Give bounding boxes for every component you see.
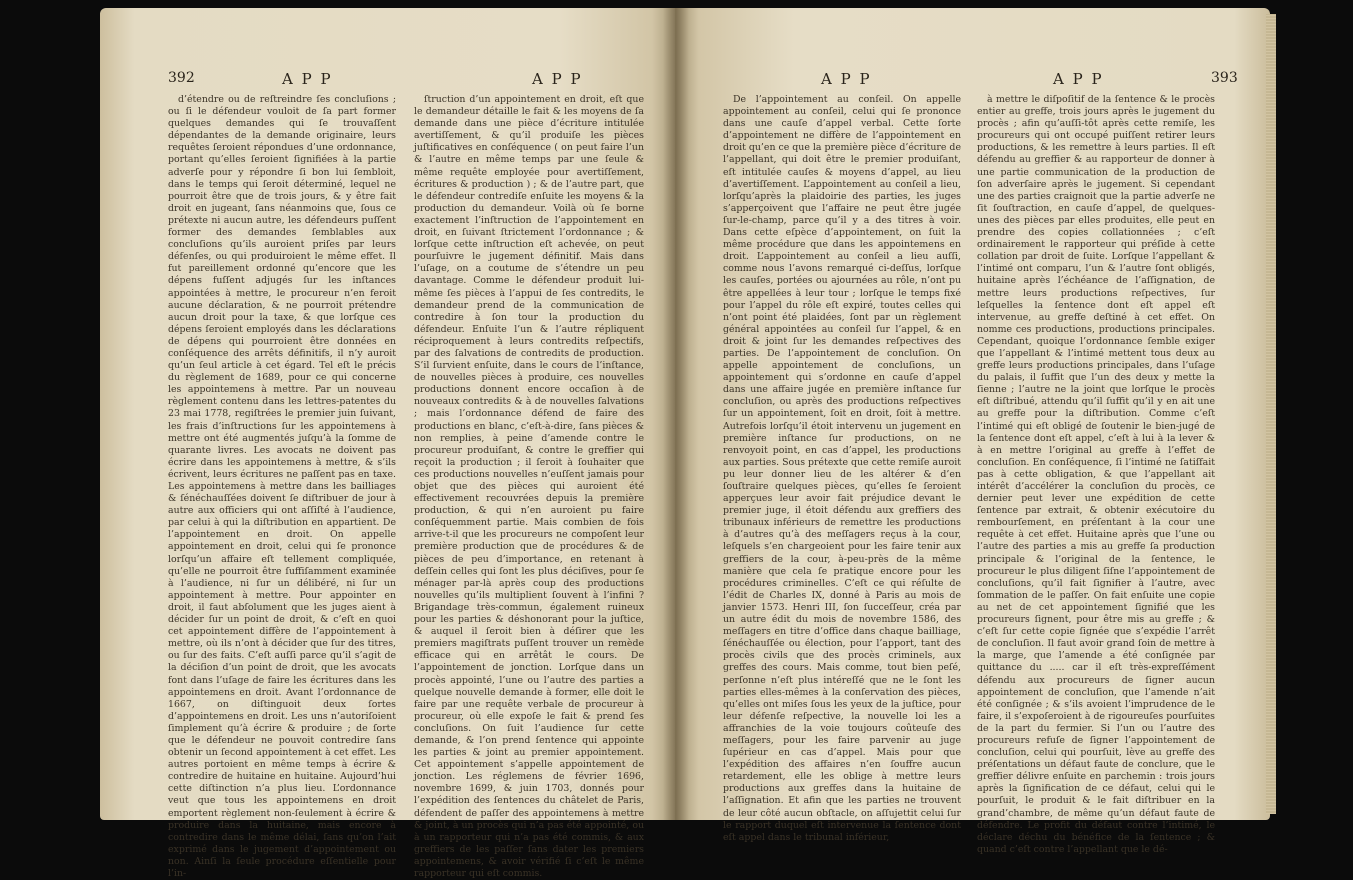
text-block: d’étendre ou de reſtreindre ſes concluſions ; ou ſi le défendeur vouloit de ſa part former quelques demandes qui ſe trouvaſſent dépendantes de la demande originaire, leurs requêtes ſeroient répondues d’une ordonnance, portant qu’elles ſeroient ſignifiées à la partie adverſe pour y répondre ſi bon lui ſembloit, dans le temps qui ſeroit déterminé, lequel ne pourroit être que de trois jours, & y être fait droit en jugeant, ſans néanmoins que, ſous ce prétexte ni aucun autre, les défendeurs puſſent former des demandes ſemblables aux concluſions qu’ils auroient priſes par leurs défenſes, ou qui produiroient le même effet. Il fut pareillement ordonné qu’encore que les dépens fuſſent adjugés ſur les inſtances appointées à mettre, le procureur n’en feroit aucune déclaration, & ne pourroit prétendre aucun droit pour la taxe, & que lorſque ces dépens ſeroient employés dans les déclarations de dépens qui pourroient être données en conſéquence des arrêts définitifs, il n’y auroit qu’un ſeul article à cet égard. Tel eſt le précis du règlement de 1689, pour ce qui concerne les appointemens à mettre. Par un nouveau règlement contenu dans les lettres-patentes du 23 mai 1778, regiſtrées le premier juin ſuivant, les frais d’inſtructions ſur les appointemens à mettre ont été augmentés juſqu’à la ſomme de quarante livres. Les avocats ne doivent pas écrire dans les appointemens à mettre, & s’ils écrivent, leurs écritures ne paſſent pas en taxe. Les appointemens à mettre dans les bailliages & ſénéchauſſées doivent ſe diſtribuer de jour à autre aux officiers qui ont aſſiſté à l’audience, par celui à qui la diſtribution en appartient. De l’appointement en droit. On appelle appointement en droit, celui qui ſe prononce lorſqu’un affaire eſt tellement compliquée, qu’elle ne pourroit être ſuffiſamment examinée à l’audience, ni ſur un délibéré, ni ſur un appointement à mettre. Pour appointer en droit, il faut abſolument que les juges aient à décider ſur un point de droit, & c’eſt en quoi cet appointement diffère de l’appointement à mettre, où ils n’ont à décider que ſur des titres, ou ſur des faits. C’eſt auſſi parce qu’il s’agit de la déciſion d’un point de droit, que les avocats font dans l’uſage de faire les écritures dans les appointemens en droit. Avant l’ordonnance de 1667, on diſtinguoit deux ſortes d’appointemens en droit. Les uns n’autoriſoient ſimplement qu’à écrire & produire ; de ſorte que le défendeur ne pouvoit contredire ſans obtenir un ſecond appointement à cet effet. Les autres portoient en même temps à écrire & contredire de huitaine en huitaine. Aujourd’hui cette diſtinction n’a plus lieu. L’ordonnance veut que tous les appointemens en droit emportent règlement non-ſeulement à écrire & produire dans la huitaine, mais encore à contredire dans le même délai, ſans qu’on l’ait exprimé dans le jugement d’appointement ou non. Ainſi la ſeule procédure eſſentielle pour l’in- [168, 94, 396, 879]
left-page-column-2 [414, 94, 644, 879]
right-page-column-2 [977, 94, 1215, 855]
book-gutter [663, 8, 689, 820]
running-head-right-col1: A P P [821, 70, 872, 88]
running-head-left-col1: A P P [282, 70, 333, 88]
text-block: ſtruction d’un appointement en droit, eſt que le demandeur détaille le fait & les moyens de ſa demande dans une pièce d’écriture intitulée avertiſſement, & qu’il produiſe les pièces juſtificatives en conſéquence ( on peut faire l’un & l’autre en même temps par une ſeule & même requête employée pour avertiſſement, écritures & production ) ; & de l’autre part, que le défendeur contrediſe enſuite les moyens & la production du demandeur. Voilà où ſe borne exactement l’inſtruction de l’appointement en droit, en ſuivant ſtrictement l’ordonnance ; & lorſque cette inſtruction eſt achevée, on peut pourſuivre le jugement définitif. Mais dans l’uſage, on a coutume de s’étendre un peu davantage. Comme le défendeur produit lui-même ſes pièces à l’appui de ſes contredits, le demandeur prend de la communication de contredire à ſon tour la production du défendeur. Enſuite l’un & l’autre répliquent réciproquement à leurs contredits reſpectifs, par des ſalvations de contredits de production. S’il ſurvient enſuite, dans le cours de l’inſtance, de nouvelles pièces à produire, ces nouvelles productions donnent encore occaſion à de nouveaux contredits & à de nouvelles ſalvations ; mais l’ordonnance défend de faire des productions en blanc, c’eſt-à-dire, ſans pièces & non remplies, à peine d’amende contre le procureur produiſant, & contre le greffier qui reçoit la production ; il ſeroit à ſouhaiter que ces productions nouvelles n’euſſent jamais pour objet que des pièces qui auroient été effectivement recouvrées depuis la première production, & qui n’en auroient pu faire conſéquemment partie. Mais combien de fois arrive-t-il que les procureurs ne compoſent leur première production que de procédures & de pièces de peu d’importance, en retenant à deſſein celles qui ſont les plus déciſives, pour ſe ménager par-là après coup des productions nouvelles qu’ils multiplient ſouvent à l’infini ? Brigandage très-commun, également ruineux pour les parties & déshonorant pour la juſtice, & auquel il ſeroit bien à déſirer que les premiers magiſtrats puſſent trouver un remède efficace qui en arrêtât le cours. De l’appointement de jonction. Lorſque dans un procès appointé, l’une ou l’autre des parties a quelque nouvelle demande à former, elle doit le faire par une requête verbale de procureur à procureur, où elle expoſe le fait & prend ſes concluſions. On ſuit l’audience ſur cette demande, & l’on prend ſentence qui appointe les parties & joint au premier appointement. Cet appointement s’appelle appointement de jonction. Les réglemens de février 1696, novembre 1699, & juin 1703, donnés pour l’expédition des ſentences du châtelet de Paris, défendent de paſſer des appointemens à mettre & joint, à un procès qui n’a pas été appointé, ou à un rapporteur qui n’a pas été commis, & aux greffiers de les paſſer ſans dater les premiers appointemens, & avoir vérifié ſi c’eſt le même rapporteur qui eſt commis. [414, 94, 644, 879]
running-head-right-col2: A P P [1053, 70, 1104, 88]
left-page-column-1 [168, 94, 396, 879]
page-edges [1266, 14, 1276, 814]
open-book [100, 8, 1270, 879]
text-block: De l’appointement au conſeil. On appelle appointement au conſeil, celui qui ſe prononce dans une cauſe d’appel verbal. Cette ſorte d’appointement ne diffère de l’appointement en droit qu’en ce que la première pièce d’écriture de l’appellant, qui doit être le premier produiſant, eſt intitulée cauſes & moyens d’appel, au lieu d’avertiſſement. L’appointement au conſeil a lieu, lorſqu’après la plaidoirie des parties, les juges s’apperçoivent que l’affaire ne peut être jugée ſur-le-champ, parce qu’il y a des titres à voir. Dans cette eſpèce d’appointement, on ſuit la même procédure que dans les appointemens en droit. L’appointement au conſeil a lieu auſſi, comme nous l’avons remarqué ci-deſſus, lorſque les cauſes, portées ou ajournées au rôle, n’ont pu être appellées à leur tour ; lorſque le temps fixé pour l’appel du rôle eſt expiré, toutes celles qui n’ont point été plaidées, ſont par un règlement général appointées au conſeil ſur l’appel, & en droit & joint ſur les demandes reſpectives des parties. De l’appointement de concluſion. On appelle appointement de concluſions, un appointement qui s’ordonne en cauſe d’appel dans une affaire jugée en première inſtance ſur concluſion, ou après des productions reſpectives ſur un appointement, ſoit en droit, ſoit à mettre. Autrefois lorſqu’il étoit intervenu un jugement en première inſtance ſur productions, on ne renvoyoit point, en cas d’appel, les productions aux parties. Sous prétexte que cette remiſe auroit pu leur donner lieu de les altérer & d’en ſouſtraire quelques pièces, qu’elles ſe ſeroient apperçues leur avoir fait préjudice devant le premier juge, il étoit défendu aux greffiers des tribunaux inférieurs de remettre les productions à d’autres qu’à des meſſagers reçus à la cour, leſquels s’en chargeoient pour les faire tenir aux greffiers de la cour, à-peu-près de la même manière que cela ſe pratique encore pour les procédures criminelles. C’eſt ce qui réſulte de l’édit de Charles IX, donné à Paris au mois de janvier 1573. Henri III, ſon ſucceſſeur, créa par un autre édit du mois de novembre 1586, des meſſagers en titre d’office dans chaque bailliage, ſénéchauſſée ou élection, pour l’apport, tant des procès civils que des procès criminels, aux greffes des cours. Mais comme, tout bien peſé, perſonne n’eſt plus intéreſſé que ne le ſont les parties elles-mêmes à la conſervation des pièces, qu’elles ont miſes ſous les yeux de la juſtice, pour leur défenſe reſpective, la nouvelle loi les a affranchies de la voie toujours coûteuſe des meſſagers, pour les faire parvenir au juge ſupérieur en cas d’appel. Mais pour que l’expédition des affaires n’en ſouffre aucun retardement, elle les oblige à mettre leurs productions aux greffes dans la huitaine de l’aſſignation. Et afin que les parties ne trouvent de leur côté aucun obſtacle, on aſſujettit celui ſur le rapport duquel eſt intervenue la ſentence dont eſt appel dans le tribunal inférieur, [723, 94, 961, 843]
page-number-left: 392 [168, 70, 195, 86]
left-page [100, 8, 675, 879]
page-number-right: 393 [1211, 70, 1238, 86]
running-head-left-col2: A P P [532, 70, 583, 88]
text-block: à mettre le diſpoſitif de la ſentence & le procès entier au greffe, trois jours après le jugement du procès ; afin qu’auſſi-tôt après cette remiſe, les procureurs qui ont occupé puiſſent retirer leurs productions, & les remettre à leurs parties. Il eſt défendu au greffier & au rapporteur de donner à une partie communication de la production de ſon adverſaire après le jugement. Si cependant une des parties craignoit que la partie adverſe ne ſit ſouſtraction, en cauſe d’appel, de quelques-unes des pièces par elles produites, elle peut en prendre des copies collationnées ; c’eſt ordinairement le rapporteur qui préſide à cette collation par droit de ſuite. Lorſque l’appellant & l’intimé ont comparu, l’un & l’autre ſont obligés, huitaine après l’échéance de l’aſſignation, de mettre leurs productions reſpectives, ſur leſquelles la ſentence dont eſt appel eſt intervenue, au greffe deſtiné à cet effet. On nomme ces productions, productions principales. Cependant, quoique l’ordonnance ſemble exiger que l’appellant & l’intimé mettent tous deux au greffe leurs productions principales, dans l’uſage du palais, il ſuffit que l’un des deux y mette la ſienne ; l’autre ne la joint que lorſque le procès eſt diſtribué, attendu qu’il ſuffit qu’il y en ait une au greffe pour la diſtribution. Comme c’eſt l’intimé qui eſt obligé de ſoutenir le bien-jugé de la ſentence dont eſt appel, c’eſt à lui à la lever & à en mettre l’original au greffe à l’effet de concluſion. En conſéquence, ſi l’intimé ne ſatiſfait pas à cette obligation, & que l’appellant ait intérêt d’accélérer la concluſion du procès, ce dernier peut lever une expédition de cette ſentence par extrait, & obtenir exécutoire du rembourſement, en préſentant à la cour une requête à cet effet. Huitaine après que l’une ou l’autre des parties a mis au greffe ſa production principale & l’original de la ſentence, le procureur le plus diligent ſiſne l’appointement de concluſions, qu’il fait ſignifier à l’autre, avec ſommation de le paſſer. On fait enſuite une copie au net de cet appointement ſignifié que les procureurs ſignent, pour être mis au greffe ; & c’eſt ſur cette copie ſignée que s’expédie l’arrêt de concluſion. Il faut avoir grand ſoin de mettre à la marge, que l’amende a été conſignée par quittance du ..... car il eſt très-expreſſément défendu aux procureurs de ſigner aucun appointement de concluſion, que l’amende n’ait été conſignée ; & s’ils avoient l’imprudence de le faire, il s’expoſeroient à de rigoureuſes pourſuites de la part du fermier. Si l’un ou l’autre des procureurs refuſe de ſigner l’appointement de concluſion, celui qui pourſuit, lève au greffe des préſentations un défaut faute de conclure, que le greffier délivre enſuite en parchemin : trois jours après la ſignification de ce défaut, celui qui le pourſuit, le produit & le fait diſtribuer en la grand’chambre, de même qu’un défaut faute de défendre. Le profit du défaut contre l’intimé, le déclare déchu du bénéfice de la ſentence ; & quand c’eſt contre l’appellant que le dé- [977, 94, 1215, 855]
right-page [675, 8, 1270, 855]
right-page-column-1 [723, 94, 961, 843]
